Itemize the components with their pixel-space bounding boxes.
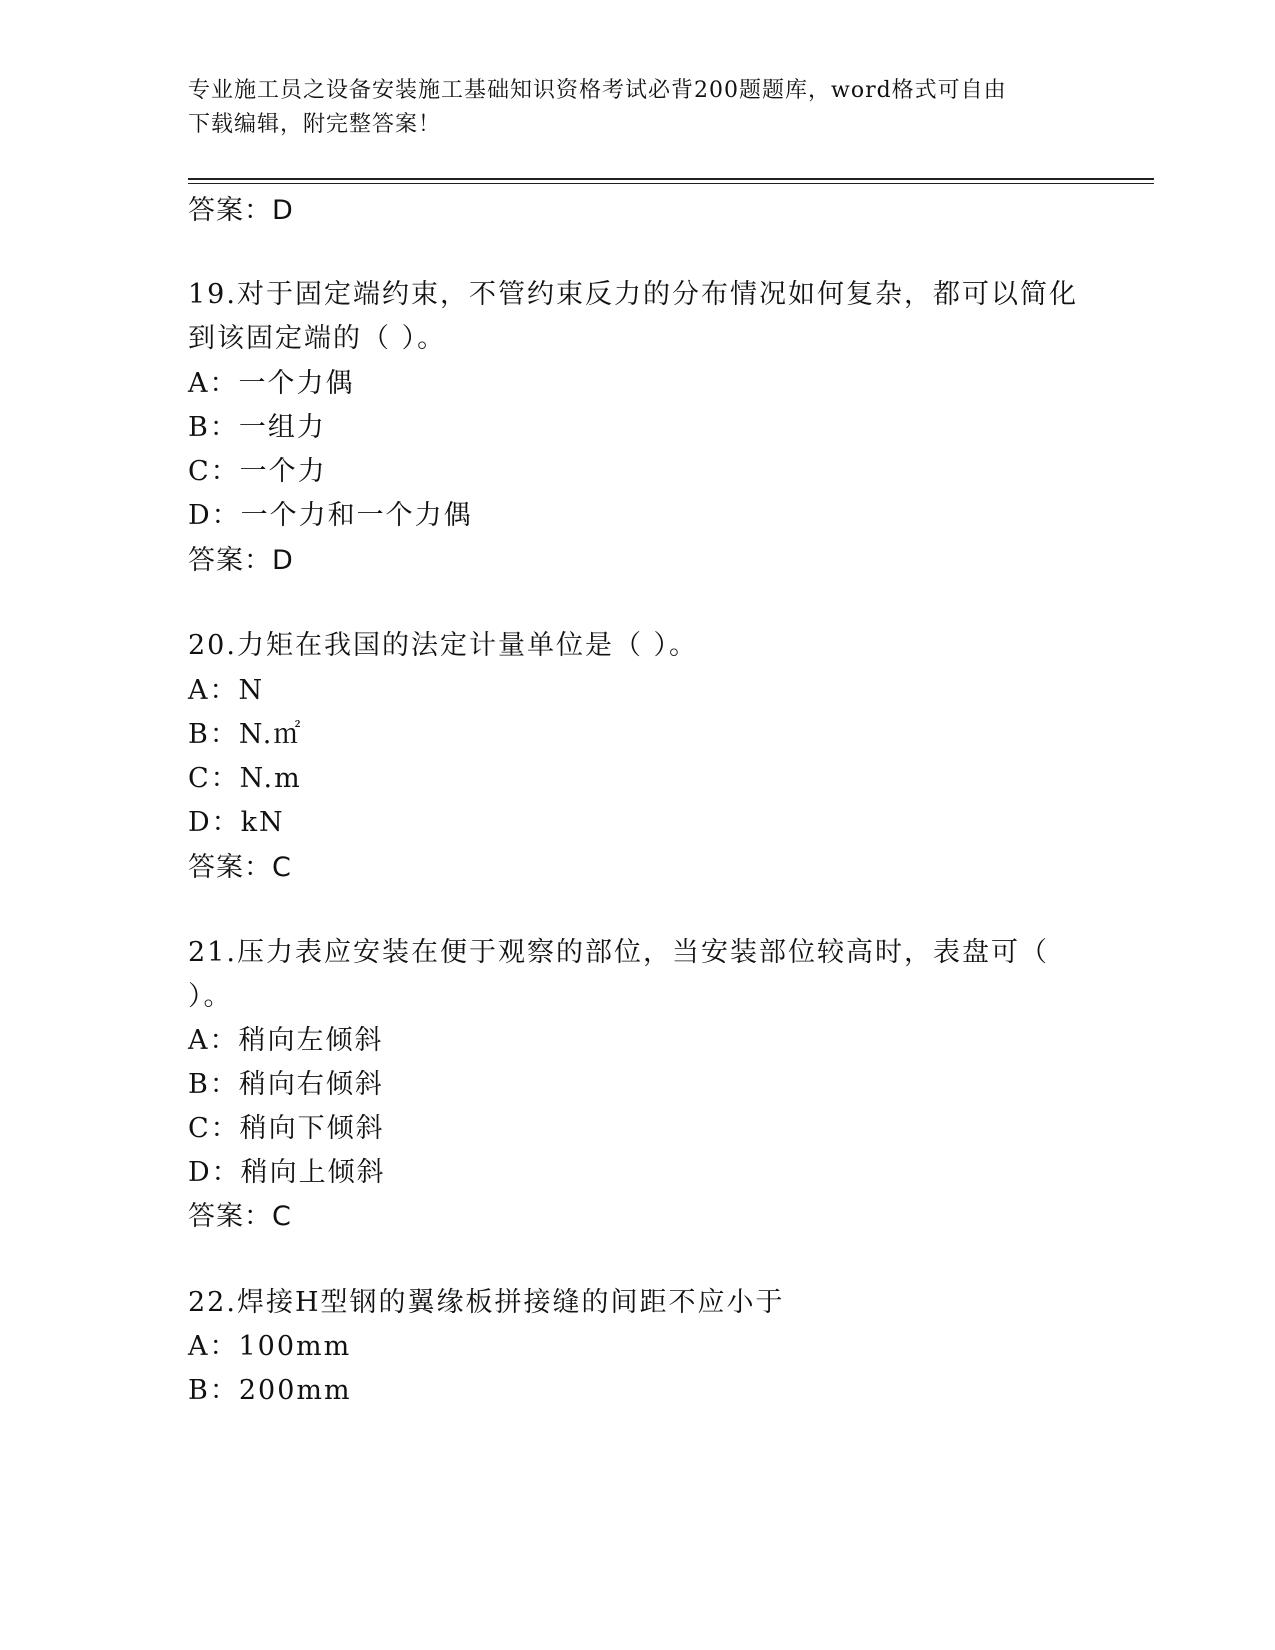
question-19-option-a: A：一个力偶	[188, 368, 355, 399]
document-title	[188, 74, 1088, 142]
question-20-option-b: B：N.㎡	[188, 719, 303, 750]
question-19-answer: 答案：D	[188, 545, 294, 576]
question-20-option-d: D：kN	[188, 807, 285, 838]
header-rule-thin	[188, 183, 1154, 184]
question-21-option-b: B：稍向右倾斜	[188, 1069, 384, 1100]
question-20-option-a: A：N	[188, 675, 265, 706]
question-21-option-d: D：稍向上倾斜	[188, 1157, 386, 1188]
question-19-option-c: C：一个力	[188, 456, 327, 487]
question-19-stem-line-1: 19.对于固定端约束，不管约束反力的分布情况如何复杂，都可以简化	[188, 279, 1078, 310]
question-20-answer: 答案：C	[188, 852, 292, 883]
header-rule-thick	[188, 178, 1154, 180]
answer-prev: 答案：D	[188, 195, 294, 226]
question-21-answer: 答案：C	[188, 1201, 292, 1232]
question-22-option-b: B：200mm	[188, 1375, 352, 1406]
title-line-2: 下载编辑，附完整答案！	[188, 112, 442, 137]
question-20-option-c: C：N.m	[188, 763, 302, 794]
question-22-stem-line-1: 22.焊接H型钢的翼缘板拼接缝的间距不应小于	[188, 1287, 785, 1318]
question-21-option-a: A：稍向左倾斜	[188, 1025, 384, 1056]
question-22-option-a: A：100mm	[188, 1331, 352, 1362]
title-line-1: 专业施工员之设备安装施工基础知识资格考试必背200题题库，word格式可自由	[188, 78, 1007, 103]
question-21-stem-line-2: ）。	[188, 981, 233, 1012]
question-20-stem-line-1: 20.力矩在我国的法定计量单位是（ ）。	[188, 630, 699, 661]
question-21-stem-line-1: 21.压力表应安装在便于观察的部位，当安装部位较高时，表盘可（	[188, 937, 1049, 968]
question-21-option-c: C：稍向下倾斜	[188, 1113, 385, 1144]
question-19-stem-line-2: 到该固定端的（ ）。	[188, 323, 447, 354]
question-19-option-b: B：一组力	[188, 412, 326, 443]
question-19-option-d: D：一个力和一个力偶	[188, 500, 473, 531]
